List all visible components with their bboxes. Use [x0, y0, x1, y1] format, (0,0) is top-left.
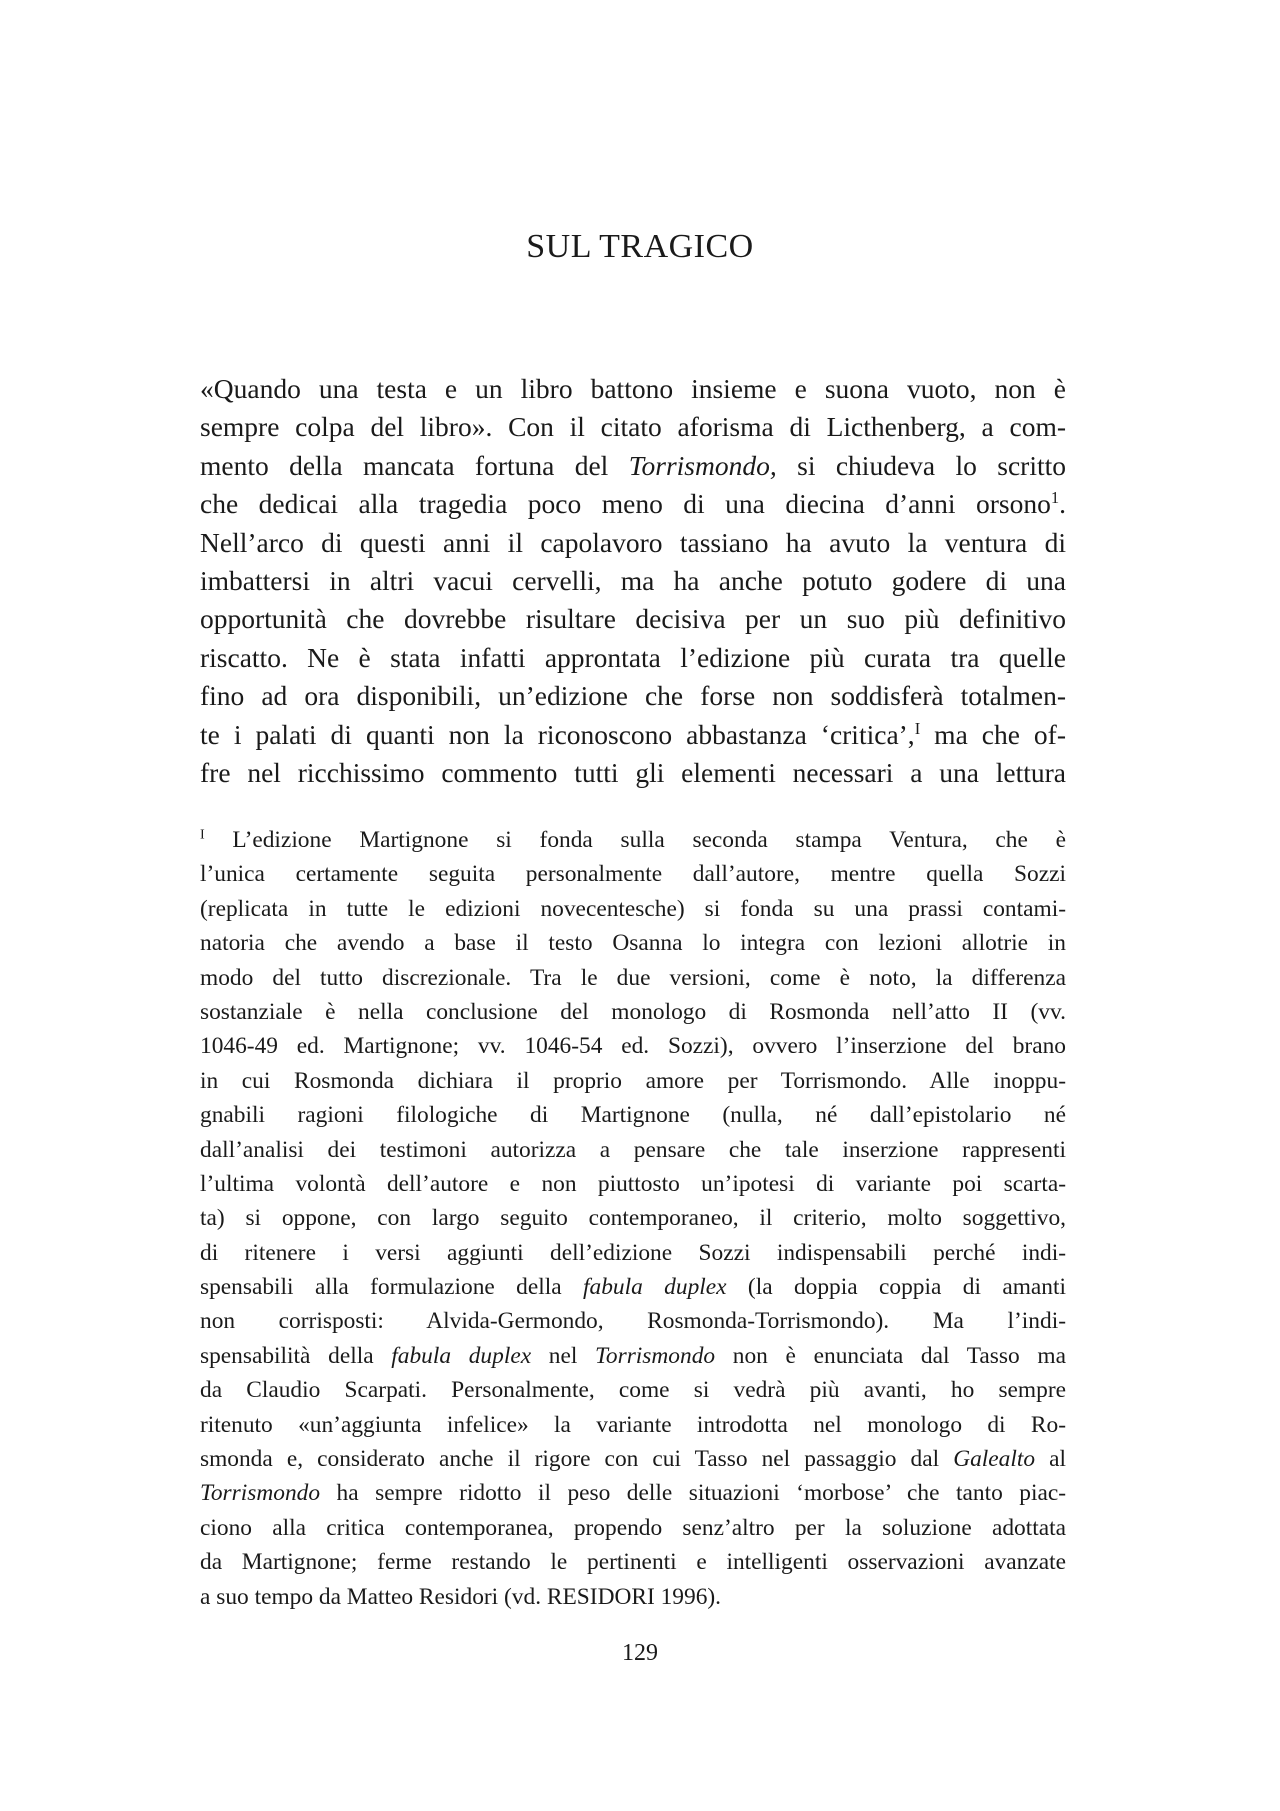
text-run: smonda e, considerato anche il rigore con cui Tasso nel passaggio dal: [200, 1446, 954, 1473]
text-line: [200, 600, 1066, 638]
text-run: te i palati di quanti non la riconoscono abbastanza ‘critica’,: [200, 718, 915, 750]
text-run: modo del tutto discrezionale. Tra le due versioni, come è noto, la differenza: [200, 964, 1066, 991]
text-run: ciono alla critica contemporanea, propendo senz’altro per la soluzione adottata: [200, 1514, 1066, 1541]
text-run: opportunità che dovrebbe risultare decisiva per un suo più definitivo: [200, 603, 1066, 635]
text-run: spensabili alla formulazione della: [200, 1274, 584, 1301]
text-line: [200, 408, 1066, 446]
text-run: 1046-49 ed. Martignone; vv. 1046-54 ed. Sozzi), ovvero l’inserzione del brano: [200, 1033, 1066, 1060]
text-run: sempre colpa del libro». Con il citato aforisma di Licthenberg, a com-: [200, 411, 1066, 443]
chapter-title: SUL TRAGICO: [526, 228, 754, 265]
footnote-line: [200, 1442, 1066, 1476]
text-run: gnabili ragioni filologiche di Martignone (nulla, né dall’epistolario né: [200, 1102, 1066, 1129]
text-run: mento della mancata fortuna del: [200, 449, 629, 481]
text-run: «Quando una testa e un libro battono insieme e suona vuoto, non è: [200, 373, 1066, 404]
text-run: ta) si oppone, con largo seguito contemporaneo, il criterio, molto soggettivo,: [200, 1205, 1066, 1232]
text-run: l’unica certamente seguita personalmente dall’autore, mentre quella Sozzi: [200, 861, 1066, 888]
text-line: [200, 716, 1066, 754]
italic-run: fabula duplex: [583, 1274, 727, 1301]
text-run: natoria che avendo a base il testo Osanna lo integra con lezioni allotrie in: [200, 930, 1066, 957]
footnote-line: [200, 1098, 1066, 1132]
footnote-line: [200, 1064, 1066, 1098]
text-line: [200, 447, 1066, 485]
footnote-line: [200, 926, 1066, 960]
text-run: l’ultima volontà dell’autore e non piuttosto un’ipotesi di variante poi scarta-: [200, 1170, 1066, 1197]
footnote-line: [200, 1029, 1066, 1063]
footnote-line: [200, 1476, 1066, 1510]
text-run: ma che of-: [920, 718, 1066, 750]
footnote-line: [200, 1270, 1066, 1304]
text-run: L’edizione Martignone si fonda sulla seconda stampa Ventura, che è: [204, 827, 1066, 853]
text-run: imbattersi in altri vacui cervelli, ma ha anche potuto godere di una: [200, 564, 1066, 596]
footnote-line: [200, 892, 1066, 926]
text-run: ha sempre ridotto il peso delle situazioni ‘morbose’ che tanto piac-: [320, 1480, 1066, 1507]
footnote-marker: I: [914, 718, 921, 738]
footnote-line: [200, 1201, 1066, 1235]
text-run: spensabilità della: [200, 1342, 392, 1369]
text-run: a suo tempo da Matteo Residori (vd. RESIDORI 1996).: [200, 1583, 722, 1610]
text-run: al: [1035, 1446, 1066, 1473]
footnote: [200, 823, 1066, 1614]
text-line: [200, 485, 1066, 523]
italic-run: Torrismondo: [595, 1342, 716, 1369]
text-line: [200, 754, 1066, 792]
text-run: dall’analisi dei testimoni autorizza a pensare che tale inserzione rappresenti: [200, 1136, 1066, 1163]
text-run: da Martignone; ferme restando le pertinenti e intelligenti osservazioni avanzate: [200, 1549, 1066, 1576]
text-run: sostanziale è nella conclusione del monologo di Rosmonda nell’atto II (vv.: [200, 998, 1066, 1025]
footnote-line: [200, 1373, 1066, 1407]
footnote-line: [200, 1580, 1066, 1614]
italic-run: Galealto: [953, 1446, 1036, 1473]
text-run: nel: [531, 1342, 596, 1369]
footnote-line: [200, 1511, 1066, 1545]
footnote-line: [200, 1545, 1066, 1579]
footnote-line: [200, 1339, 1066, 1373]
text-run: non è enunciata dal Tasso ma: [715, 1342, 1066, 1369]
text-run: in cui Rosmonda dichiara il proprio amore per Torrismondo. Alle inoppu-: [200, 1067, 1066, 1094]
footnote-line: [200, 857, 1066, 891]
text-run: Nell’arco di questi anni il capolavoro tassiano ha avuto la ventura di: [200, 526, 1066, 558]
text-run: si chiudeva lo scritto: [776, 449, 1066, 481]
footnote-line: [200, 1133, 1066, 1167]
text-run: fino ad ora disponibili, un’edizione che forse non soddisferà totalmen-: [200, 680, 1066, 712]
italic-run: Torrismondo,: [628, 449, 777, 481]
text-run: che dedicai alla tragedia poco meno di una diecina d’anni orsono: [200, 488, 1051, 520]
text-line: [200, 639, 1066, 677]
footnote-line: [200, 1304, 1066, 1338]
text-run: ritenuto «un’aggiunta infelice» la variante introdotta nel monologo di Ro-: [200, 1411, 1066, 1438]
text-run: di ritenere i versi aggiunti dell’edizione Sozzi indispensabili perché indi-: [200, 1239, 1066, 1266]
italic-run: Torrismondo: [200, 1480, 321, 1507]
text-run: non corrisposti: Alvida-Germondo, Rosmonda-Torrismondo). Ma l’indi-: [200, 1308, 1066, 1335]
text-run: .: [1059, 488, 1066, 520]
italic-run: fabula duplex: [391, 1342, 532, 1369]
footnote-line: [200, 961, 1066, 995]
text-line: [200, 524, 1066, 562]
text-run: riscatto. Ne è stata infatti approntata l’edizione più curata tra quelle: [200, 641, 1066, 673]
text-run: fre nel ricchissimo commento tutti gli elementi necessari a una lettura: [200, 756, 1066, 788]
text-run: (la doppia coppia di amanti: [726, 1274, 1066, 1301]
footnote-line: [200, 1236, 1066, 1270]
text-line: [200, 370, 1066, 408]
footnote-line: [200, 1167, 1066, 1201]
text-line: [200, 562, 1066, 600]
text-line: [200, 677, 1066, 715]
text-run: (replicata in tutte le edizioni novecentesche) si fonda su una prassi contami-: [200, 895, 1066, 922]
footnote-marker: I: [200, 826, 205, 843]
footnote-line: [200, 995, 1066, 1029]
text-run: da Claudio Scarpati. Personalmente, come si vedrà più avanti, ho sempre: [200, 1377, 1066, 1404]
main-text: [200, 370, 1066, 792]
footnote-marker: 1: [1050, 488, 1060, 508]
footnote-line: [200, 1408, 1066, 1442]
page-number: 129: [622, 1640, 658, 1666]
footnote-line: [200, 823, 1066, 857]
